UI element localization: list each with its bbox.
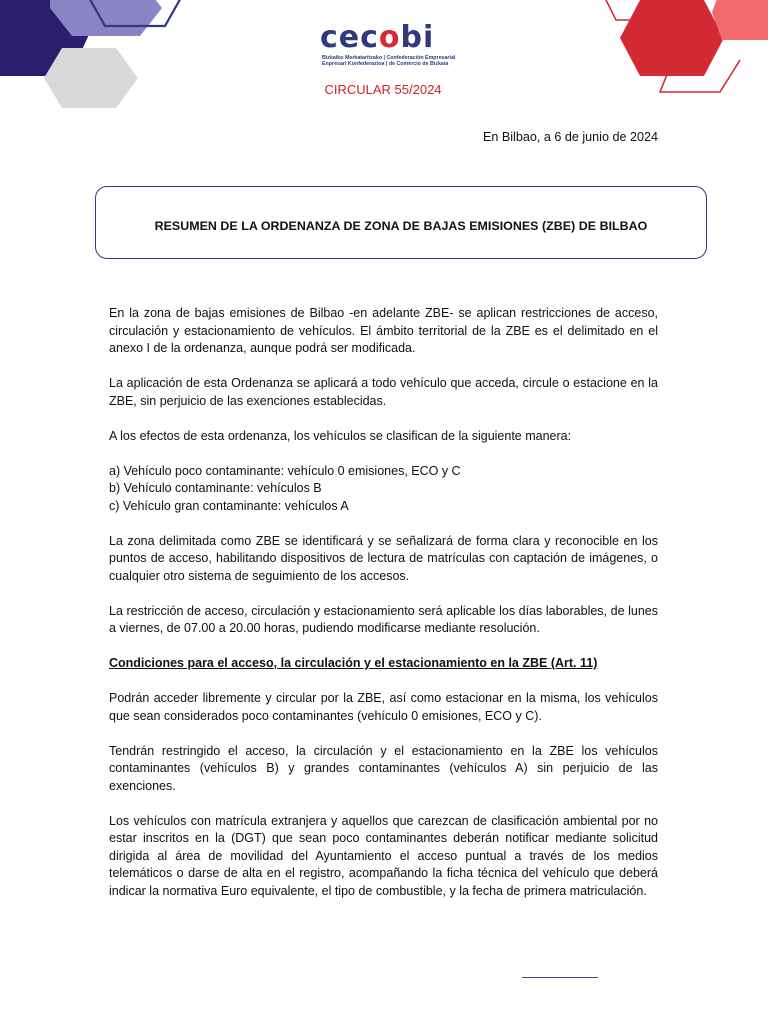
paragraph-schedule: La restricción de acceso, circulación y estacionamiento será aplicable los días laborables, de lunes a viernes, de 07.00 a 20.00 horas, pudiendo modificarse mediante resolución. xyxy=(109,603,658,635)
footer-rule xyxy=(522,977,598,978)
paragraph-intro: En la zona de bajas emisiones de Bilbao -en adelante ZBE- se aplican restricciones de acceso, circulación y estacionamiento de vehículos. El ámbito territorial de la ZBE es el delimitado en el anexo I de la ordenanza, aunque podrá ser modificada. xyxy=(109,306,658,355)
paragraph-scope: La aplicación de esta Ordenanza se aplicará a todo vehículo que acceda, circule o estacione en la ZBE, sin perjuicio de las exenciones establecidas. xyxy=(109,376,658,408)
paragraph-signage: La zona delimitada como ZBE se identificará y se señalizará de forma clara y reconocible en los puntos de acceso, habilitando dispositivos de lectura de matrículas con captación de imágenes, o cualquier otro sistema de seguimiento de los accesos. xyxy=(109,533,658,583)
cecobi-logo xyxy=(320,22,456,74)
paragraph-free-access: Podrán acceder libremente y circular por la ZBE, así como estacionar en la misma, los vehículos que sean considerados poco contaminantes (vehículo 0 emisiones, ECO y C). xyxy=(109,691,658,723)
document-title: RESUMEN DE LA ORDENANZA DE ZONA DE BAJAS EMISIONES (ZBE) DE BILBAO xyxy=(154,219,648,233)
title-box xyxy=(95,186,707,259)
paragraph-foreign-vehicles: Los vehículos con matrícula extranjera y aquellos que carezcan de clasificación ambiental por no estar inscritos en la (DGT) que sean poco contaminantes deberán notificar mediante solicitud dirigida al área de movilidad del Ayuntamiento el acceso puntual a través de los medios telemáticos o darse de alta en el registro, acompañando la ficha técnica del vehículo que deberá indicar la normativa Euro equivalente, el tipo de combustible, y la fecha de primera matriculación. xyxy=(109,813,658,898)
document-body xyxy=(109,305,658,900)
logo-subtitle: Bizkaiko Merkataritzako | Confederación Empresarial Enpresari Konfederazioa | de Comercio de Bizkaia xyxy=(322,55,456,68)
hexagon-grey xyxy=(44,48,138,108)
list-item-b: b) Vehículo contaminante: vehículos B xyxy=(109,481,322,495)
logo-wordmark: cecobi xyxy=(320,20,435,55)
circular-number: CIRCULAR 55/2024 xyxy=(324,82,442,97)
document-date: En Bilbao, a 6 de junio de 2024 xyxy=(482,130,658,144)
list-item-a: a) Vehículo poco contaminante: vehículo 0 emisiones, ECO y C xyxy=(109,463,461,478)
hexagon-red xyxy=(620,0,724,76)
list-item-c: c) Vehículo gran contaminante: vehículos A xyxy=(109,498,349,513)
hexagon-pink xyxy=(712,0,768,40)
paragraph-restricted: Tendrán restringido el acceso, la circulación y el estacionamiento en la ZBE los vehículos contaminantes (vehículos B) y grandes contaminantes (vehículos A) sin perjuicio de las exenciones. xyxy=(109,743,658,793)
section-heading: Condiciones para el acceso, la circulación y el estacionamiento en la ZBE (Art. 11) xyxy=(109,656,598,670)
paragraph-classification: A los efectos de esta ordenanza, los vehículos se clasifican de la siguiente manera: xyxy=(109,428,572,443)
